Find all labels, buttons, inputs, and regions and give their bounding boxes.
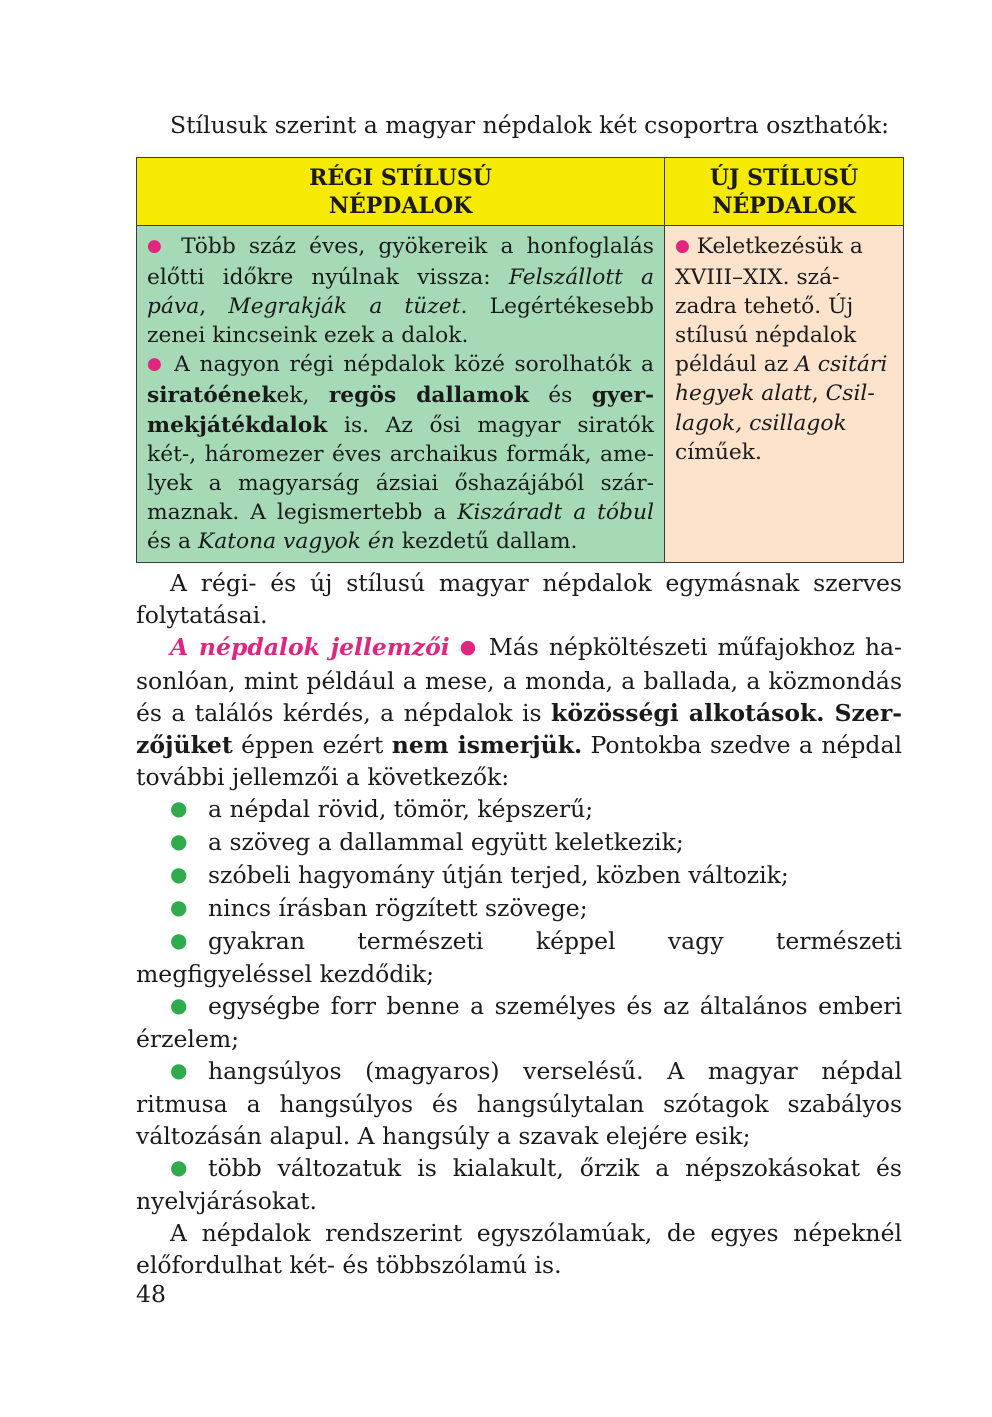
bullet-dot-icon: ● — [170, 895, 188, 919]
list-item: ● a népdal rövid, tömör, képszerű; — [136, 793, 902, 826]
bullet-dot-icon: ● — [170, 829, 188, 853]
bullet-dot-icon: ● — [147, 354, 165, 375]
bullet-dot-icon: ● — [170, 993, 188, 1017]
bullet-dot-icon: ● — [170, 1058, 188, 1082]
bullet-dot-icon: ● — [459, 636, 479, 658]
list-item: ● több változatuk is kialakult, őrzik a népszokásokat és nyelvjárásokat. — [136, 1152, 902, 1217]
bullet-dot-icon: ● — [147, 236, 168, 256]
folk-song-styles-table — [136, 157, 904, 563]
continuation-paragraph: A régi- és új stílusú magyar népdalok egymásnak szerves folytatásai. — [136, 569, 902, 629]
list-item: ● hangsúlyos (magyaros) verselésű. A magyar népdal ritmusa a hangsúlyos és hangsúlytalan szótagok szabályos változásán alapul. A hangsúly a szavak elejére esik; — [136, 1055, 902, 1152]
old-style-point-1: ● Több száz éves, gyökereik a honfoglalás előtti időkre nyúlnak vissza: Felszállott a páva, Megrakják a tüzet. Legértékesebb zenei kincseink ezek a dalok. — [147, 234, 654, 349]
list-item: ● a szöveg a dallammal együtt keletkezik; — [136, 826, 902, 859]
old-style-header: RÉGI STÍLUSÚ NÉPDALOK — [137, 158, 665, 226]
page-number: 48 — [136, 1280, 166, 1308]
list-item: ● gyakran természeti képpel vagy természeti megfigyeléssel kezdődik; — [136, 925, 902, 990]
bullet-dot-icon: ● — [170, 928, 188, 952]
closing-paragraph: A népdalok rendszerint egyszólamúak, de egyes népeknél előfordulhat két- és többszólamú is. — [136, 1219, 902, 1279]
bullet-dot-icon: ● — [170, 862, 188, 886]
bullet-dot-icon: ● — [675, 236, 690, 256]
new-style-header: ÚJ STÍLUSÚ NÉPDALOK — [665, 158, 904, 226]
body-text — [136, 567, 902, 1281]
list-item: ● szóbeli hagyomány útján terjed, közben változik; — [136, 859, 902, 892]
old-style-point-2: ● A nagyon régi népdalok közé sorolhatók a siratóénekek, regös dallamok és gyermekjátékdalok is. Az ősi magyar siratók két-, háromezer éves archaikus formák, amelyek a magyarság ázsiai őshazájából származnak. A legismertebb a Kiszáradt a tóbul és a Katona vagyok én kezdetű dallam. — [147, 352, 654, 554]
bullet-dot-icon: ● — [170, 1155, 188, 1179]
old-style-cell — [137, 226, 665, 563]
section-heading: A népdalok jellemzői — [170, 633, 450, 661]
new-style-cell: ● Keletkezésük a XVIII–XIX. századra tehető. Új stílusú népdalok például az A csitári hegyek alatt, Csillagok, csillagok címűek. — [665, 226, 904, 563]
characteristics-paragraph: A népdalok jellemzői ● Más népköltészeti műfajokhoz hasonlóan, mint például a mese, a monda, a ballada, a közmondás és a találós kérdés, a népdalok is közösségi alkotások. Szerzőjüket éppen ezért nem ismerjük. Pontokba szedve a népdal további jellemzői a következők: — [136, 633, 902, 791]
intro-sentence: Stílusuk szerint a magyar népdalok két csoportra oszthatók: — [170, 111, 890, 139]
list-item: ● nincs írásban rögzített szövege; — [136, 892, 902, 925]
list-item: ● egységbe forr benne a személyes és az általános emberi érzelem; — [136, 990, 902, 1055]
bullet-dot-icon: ● — [170, 796, 188, 820]
